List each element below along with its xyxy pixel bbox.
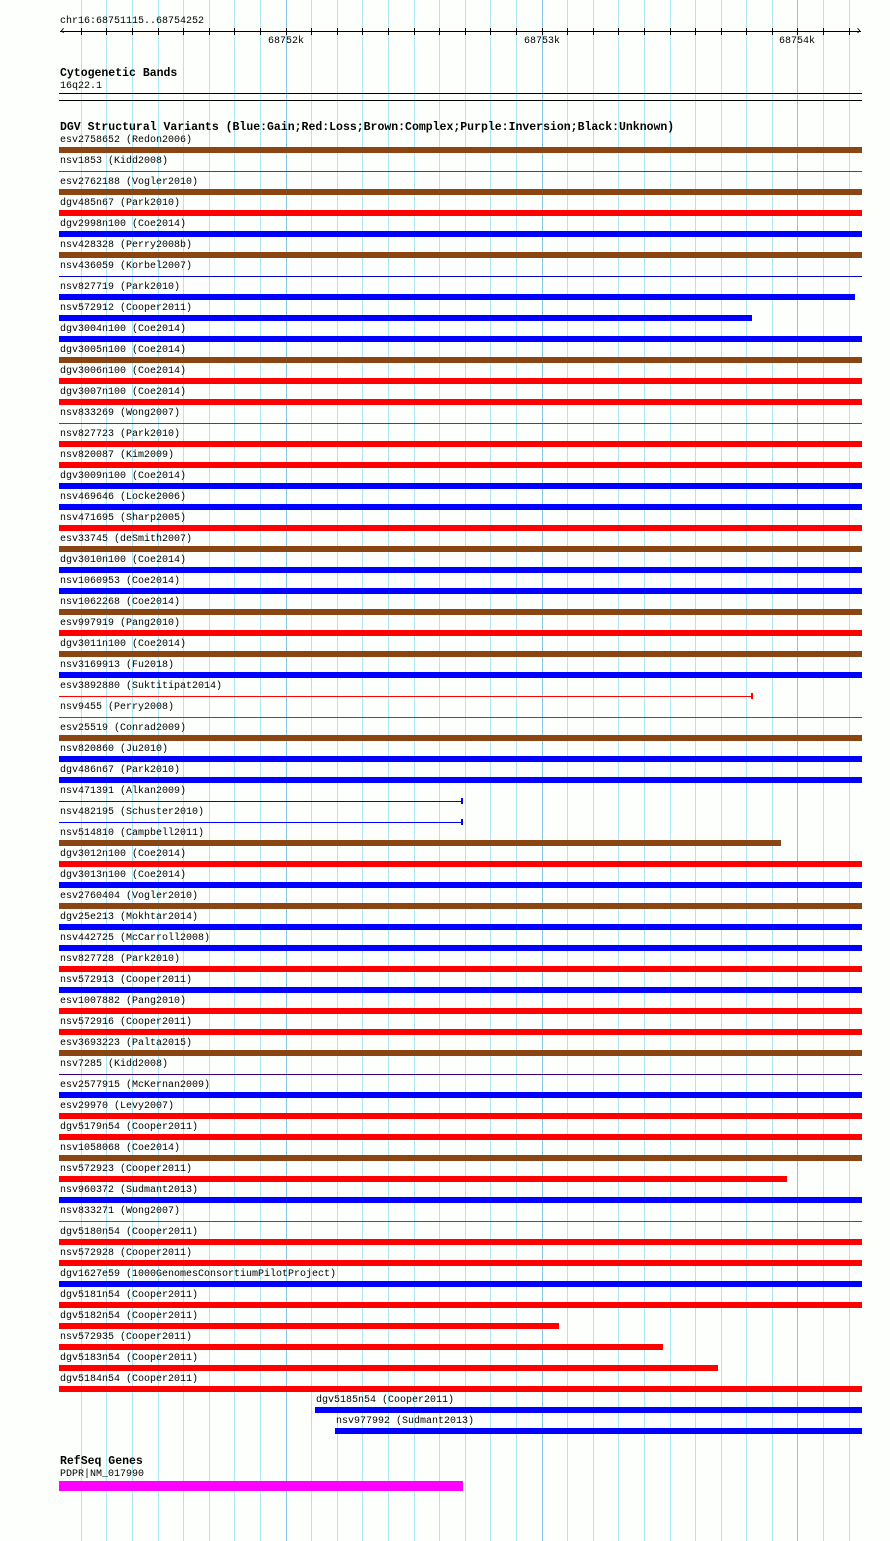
variant-bar[interactable] (335, 1428, 862, 1434)
variant-label[interactable]: dgv5184n54 (Cooper2011) (60, 1374, 199, 1385)
variant-label[interactable]: nsv1062268 (Coe2014) (60, 597, 181, 608)
variant-bar[interactable] (59, 630, 862, 636)
variant-bar[interactable] (59, 1092, 862, 1098)
variant-label[interactable]: dgv5183n54 (Cooper2011) (60, 1353, 199, 1364)
variant-label[interactable]: nsv820860 (Ju2010) (60, 744, 169, 755)
ruler-tick (132, 28, 133, 35)
ruler-tick (593, 28, 594, 35)
variant-bar[interactable] (59, 756, 862, 762)
variant-label[interactable]: nsv3169913 (Fu2018) (60, 660, 175, 671)
refseq-track-title: RefSeq Genes (60, 1455, 143, 1468)
variant-bar[interactable] (59, 1008, 862, 1014)
variant-label[interactable]: esv3892880 (Suktitipat2014) (60, 681, 223, 692)
variant-label[interactable]: dgv25e213 (Mokhtar2014) (60, 912, 199, 923)
variant-label[interactable]: dgv1627e59 (1000GenomesConsortiumPilotProject) (60, 1269, 337, 1280)
variant-label[interactable]: nsv572912 (Cooper2011) (60, 303, 193, 314)
variant-bar[interactable] (59, 1029, 862, 1035)
variant-bar[interactable] (59, 252, 862, 258)
variant-label[interactable]: nsv471695 (Sharp2005) (60, 513, 187, 524)
ruler-tick (106, 28, 107, 35)
ruler-tick-label: 68752k (268, 36, 305, 47)
variant-bar[interactable] (59, 525, 862, 531)
variant-label[interactable]: nsv1058068 (Coe2014) (60, 1143, 181, 1154)
variant-line[interactable] (59, 1221, 862, 1222)
variant-label[interactable]: nsv833269 (Wong2007) (60, 408, 181, 419)
variant-bar[interactable] (59, 1197, 862, 1203)
ruler-tick (721, 28, 722, 35)
ruler-tick (567, 28, 568, 35)
variant-bar[interactable] (59, 210, 862, 216)
variant-label[interactable]: nsv572928 (Cooper2011) (60, 1248, 193, 1259)
dgv-track-title: DGV Structural Variants (Blue:Gain;Red:Loss;Brown:Complex;Purple:Inversion;Black:Unknown) (60, 121, 675, 134)
variant-label[interactable]: nsv572916 (Cooper2011) (60, 1017, 193, 1028)
gene-bar[interactable] (59, 1481, 463, 1491)
variant-bar[interactable] (59, 441, 862, 447)
cytoband-track-title: Cytogenetic Bands (60, 67, 178, 80)
variant-bar[interactable] (59, 1386, 862, 1392)
variant-bar[interactable] (59, 1239, 862, 1245)
variant-label[interactable]: nsv572913 (Cooper2011) (60, 975, 193, 986)
ruler-axis (60, 31, 861, 32)
ruler-tick-label: 68753k (524, 36, 561, 47)
ruler-tick (388, 28, 389, 35)
variant-line[interactable] (59, 276, 862, 277)
ruler-tick (618, 28, 619, 35)
ruler-tick (644, 28, 645, 35)
variant-label[interactable]: nsv469646 (Locke2006) (60, 492, 187, 503)
variant-label[interactable]: dgv3012n100 (Coe2014) (60, 849, 187, 860)
variant-label[interactable]: nsv1853 (Kidd2008) (60, 156, 169, 167)
variant-label[interactable]: esv33745 (deSmith2007) (60, 534, 193, 545)
variant-bar[interactable] (59, 1134, 862, 1140)
variant-label[interactable]: dgv3005n100 (Coe2014) (60, 345, 187, 356)
variant-line[interactable] (59, 1074, 862, 1075)
variant-label[interactable]: dgv3004n100 (Coe2014) (60, 324, 187, 335)
variant-bar[interactable] (59, 1302, 862, 1308)
variant-label[interactable]: nsv1060953 (Coe2014) (60, 576, 181, 587)
variant-bar[interactable] (59, 735, 862, 741)
variant-bar[interactable] (59, 1176, 787, 1182)
ruler-tick (260, 28, 261, 35)
variant-label[interactable]: nsv820087 (Kim2009) (60, 450, 175, 461)
variant-label[interactable]: dgv485n67 (Park2010) (60, 198, 181, 209)
variant-bar[interactable] (59, 882, 862, 888)
cytoband-bar-bottom (59, 100, 862, 101)
variant-bar[interactable] (59, 378, 862, 384)
variant-bar[interactable] (59, 840, 781, 846)
ruler-tick (490, 28, 491, 35)
variant-label[interactable]: nsv572935 (Cooper2011) (60, 1332, 193, 1343)
variant-label[interactable]: esv2577915 (McKernan2009) (60, 1080, 211, 1091)
variant-bar[interactable] (59, 1113, 862, 1119)
variant-label[interactable]: esv25519 (Conrad2009) (60, 723, 187, 734)
variant-label[interactable]: nsv827728 (Park2010) (60, 954, 181, 965)
ruler-tick (362, 28, 363, 35)
ruler-tick (823, 28, 824, 35)
gene-label[interactable]: PDPR|NM_017990 (60, 1469, 145, 1480)
ruler-tick (414, 28, 415, 35)
variant-label[interactable]: nsv482195 (Schuster2010) (60, 807, 205, 818)
variant-label[interactable]: esv2762188 (Vogler2010) (60, 177, 199, 188)
variant-bar[interactable] (59, 294, 855, 300)
variant-bar[interactable] (59, 945, 862, 951)
variant-label[interactable]: nsv471391 (Alkan2009) (60, 786, 187, 797)
variant-bar[interactable] (59, 672, 862, 678)
cytoband-label[interactable]: 16q22.1 (60, 81, 103, 92)
variant-line[interactable] (59, 801, 462, 802)
variant-label[interactable]: nsv827719 (Park2010) (60, 282, 181, 293)
variant-bar[interactable] (59, 546, 862, 552)
variant-label[interactable]: esv2758652 (Redon2006) (60, 135, 193, 146)
variant-bar[interactable] (59, 903, 862, 909)
variant-label[interactable]: dgv5182n54 (Cooper2011) (60, 1311, 199, 1322)
variant-label[interactable]: nsv9455 (Perry2008) (60, 702, 175, 713)
variant-bar[interactable] (59, 588, 862, 594)
variant-label[interactable]: dgv5179n54 (Cooper2011) (60, 1122, 199, 1133)
variant-end-cap (461, 798, 463, 804)
variant-bar[interactable] (59, 1365, 718, 1371)
position-label: chr16:68751115..68754252 (60, 16, 205, 27)
variant-label[interactable]: dgv3007n100 (Coe2014) (60, 387, 187, 398)
variant-bar[interactable] (59, 777, 862, 783)
ruler-tick (797, 28, 798, 35)
variant-label[interactable]: dgv486n67 (Park2010) (60, 765, 181, 776)
variant-bar[interactable] (59, 147, 862, 153)
variant-label[interactable]: dgv5181n54 (Cooper2011) (60, 1290, 199, 1301)
variant-label[interactable]: nsv436059 (Korbel2007) (60, 261, 193, 272)
ruler-tick (670, 28, 671, 35)
variant-label[interactable]: nsv514810 (Campbell2011) (60, 828, 205, 839)
variant-line[interactable] (59, 423, 862, 424)
variant-bar[interactable] (59, 189, 862, 195)
variant-line[interactable] (59, 822, 462, 823)
ruler-tick (542, 28, 543, 35)
variant-bar[interactable] (315, 1407, 862, 1413)
ruler-tick (286, 28, 287, 35)
ruler-tick (81, 28, 82, 35)
ruler-tick-label: 68754k (779, 36, 816, 47)
cytoband-bar-top (59, 93, 862, 94)
variant-bar[interactable] (59, 1344, 663, 1350)
ruler-tick (695, 28, 696, 35)
variant-label[interactable]: dgv3011n100 (Coe2014) (60, 639, 187, 650)
variant-label[interactable]: dgv3013n100 (Coe2014) (60, 870, 187, 881)
ruler-tick (439, 28, 440, 35)
ruler-tick (311, 28, 312, 35)
variant-label[interactable]: nsv428328 (Perry2008b) (60, 240, 193, 251)
variant-end-cap (751, 693, 753, 699)
variant-label[interactable]: nsv827723 (Park2010) (60, 429, 181, 440)
variant-bar[interactable] (59, 315, 752, 321)
variant-line[interactable] (59, 171, 862, 172)
variant-label[interactable]: dgv2998n100 (Coe2014) (60, 219, 187, 230)
variant-label[interactable]: esv997919 (Pang2010) (60, 618, 181, 629)
ruler-tick (746, 28, 747, 35)
ruler-tick (158, 28, 159, 35)
variant-end-cap (461, 819, 463, 825)
variant-label[interactable]: dgv5180n54 (Cooper2011) (60, 1227, 199, 1238)
variant-bar[interactable] (59, 231, 862, 237)
scroll-right-arrow-icon[interactable]: › (855, 24, 863, 38)
variant-bar[interactable] (59, 399, 862, 405)
variant-label[interactable]: nsv572923 (Cooper2011) (60, 1164, 193, 1175)
variant-label[interactable]: esv1007882 (Pang2010) (60, 996, 187, 1007)
variant-bar[interactable] (59, 1323, 559, 1329)
variant-bar[interactable] (59, 567, 862, 573)
variant-label[interactable]: esv3693223 (Palta2015) (60, 1038, 193, 1049)
variant-bar[interactable] (59, 924, 862, 930)
variant-label[interactable]: esv2760404 (Vogler2010) (60, 891, 199, 902)
variant-bar[interactable] (59, 336, 862, 342)
ruler-tick (337, 28, 338, 35)
variant-label[interactable]: dgv3009n100 (Coe2014) (60, 471, 187, 482)
variant-label[interactable]: nsv7285 (Kidd2008) (60, 1059, 169, 1070)
variant-bar[interactable] (59, 861, 862, 867)
variant-bar[interactable] (59, 1281, 862, 1287)
variant-bar[interactable] (59, 357, 862, 363)
variant-label[interactable]: nsv833271 (Wong2007) (60, 1206, 181, 1217)
variant-label[interactable]: dgv3010n100 (Coe2014) (60, 555, 187, 566)
variant-bar[interactable] (59, 462, 862, 468)
variant-label[interactable]: nsv442725 (McCarroll2008) (60, 933, 211, 944)
variant-label[interactable]: nsv977992 (Sudmant2013) (336, 1416, 475, 1427)
variant-bar[interactable] (59, 987, 862, 993)
variant-bar[interactable] (59, 1155, 862, 1161)
variant-bar[interactable] (59, 1260, 862, 1266)
variant-bar[interactable] (59, 609, 862, 615)
variant-line[interactable] (59, 696, 752, 697)
ruler-tick (516, 28, 517, 35)
variant-label[interactable]: nsv960372 (Sudmant2013) (60, 1185, 199, 1196)
ruler-tick (772, 28, 773, 35)
variant-bar[interactable] (59, 483, 862, 489)
variant-bar[interactable] (59, 1050, 862, 1056)
ruler-tick (234, 28, 235, 35)
ruler-tick (183, 28, 184, 35)
ruler-tick (465, 28, 466, 35)
variant-label[interactable]: dgv5185n54 (Cooper2011) (316, 1395, 455, 1406)
variant-bar[interactable] (59, 966, 862, 972)
variant-line[interactable] (59, 717, 862, 718)
variant-bar[interactable] (59, 504, 862, 510)
ruler-tick (209, 28, 210, 35)
variant-bar[interactable] (59, 651, 862, 657)
variant-label[interactable]: dgv3006n100 (Coe2014) (60, 366, 187, 377)
ruler-tick (849, 28, 850, 35)
variant-label[interactable]: esv29970 (Levy2007) (60, 1101, 175, 1112)
